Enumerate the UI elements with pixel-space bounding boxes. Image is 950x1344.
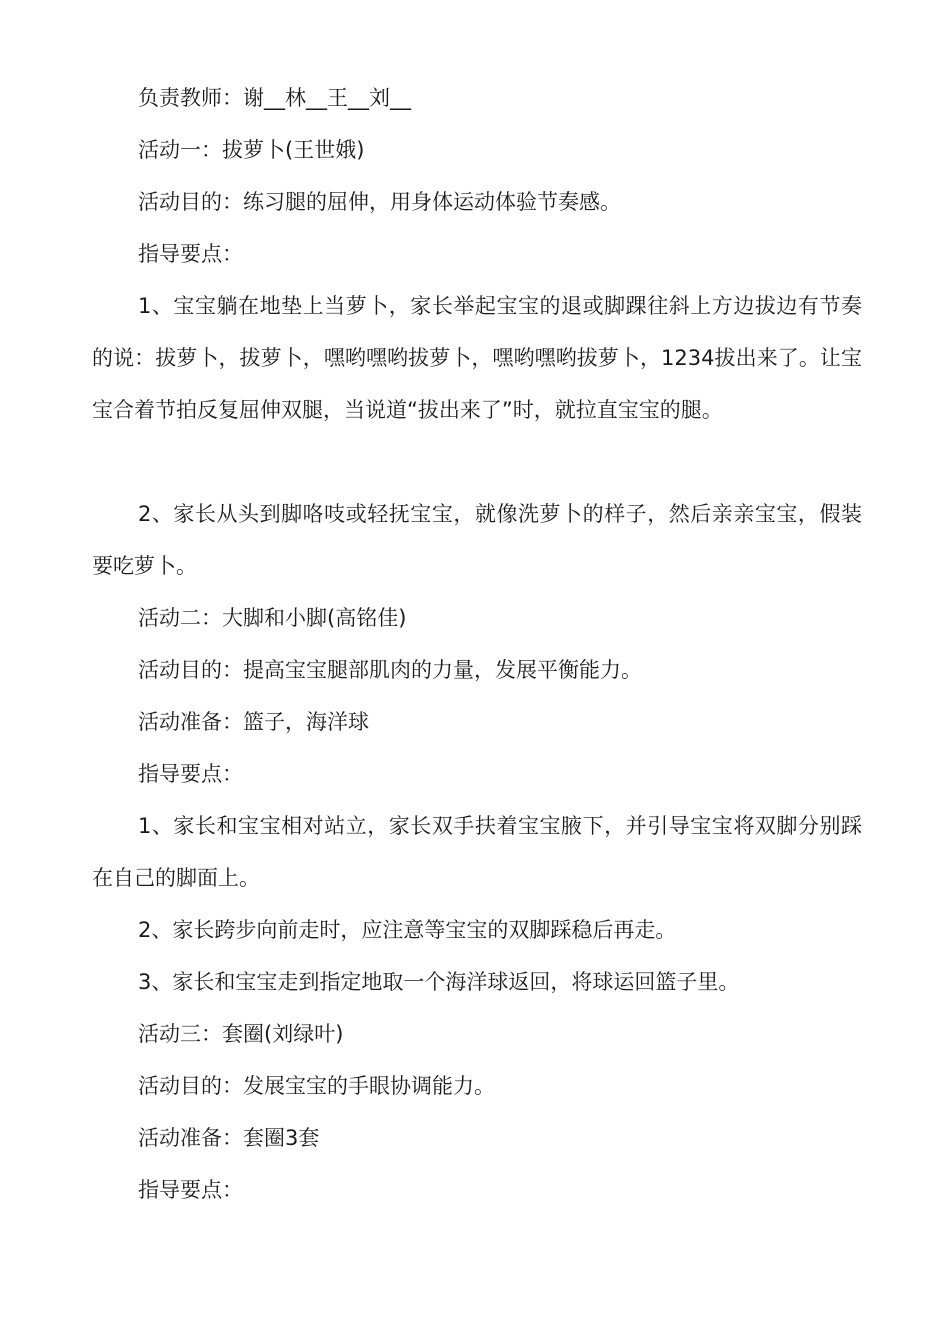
activity-1-step-2: 2、家长从头到脚咯吱或轻抚宝宝，就像洗萝卜的样子，然后亲亲宝宝，假装要吃萝卜。 <box>92 502 862 578</box>
activity-2-step-2: 2、家长跨步向前走时，应注意等宝宝的双脚踩稳后再走。 <box>138 918 677 942</box>
activity-3-guide-heading: 指导要点： <box>138 1178 243 1202</box>
activity-2-step-1: 1、家长和宝宝相对站立，家长双手扶着宝宝腋下，并引导宝宝将双脚分别踩在自己的脚面上。 <box>92 814 862 890</box>
activity-2-step-3: 3、家长和宝宝走到指定地取一个海洋球返回，将球运回篮子里。 <box>138 970 740 994</box>
activity-1-step-1: 1、宝宝躺在地垫上当萝卜，家长举起宝宝的退或脚踝往斜上方边拔边有节奏的说：拔萝卜，拔萝卜，嘿哟嘿哟拔萝卜，嘿哟嘿哟拔萝卜，1234拔出来了。让宝宝合着节拍反复屈伸双腿，当说道“拔出来了”时，就拉直宝宝的腿。 <box>92 294 862 422</box>
activity-2-title: 活动二：大脚和小脚(高铭佳) <box>138 606 407 630</box>
teachers-line: 负责教师：谢__林__王__刘__ <box>138 86 411 110</box>
activity-2-prep: 活动准备：篮子，海洋球 <box>138 710 369 734</box>
activity-1-goal: 活动目的：练习腿的屈伸，用身体运动体验节奏感。 <box>138 190 621 214</box>
activity-3-prep: 活动准备：套圈3套 <box>138 1126 320 1150</box>
activity-1-guide-heading: 指导要点： <box>138 242 243 266</box>
activity-2-goal: 活动目的：提高宝宝腿部肌肉的力量，发展平衡能力。 <box>138 658 642 682</box>
activity-3-goal: 活动目的：发展宝宝的手眼协调能力。 <box>138 1074 495 1098</box>
activity-1-title: 活动一：拔萝卜(王世娥) <box>138 138 365 162</box>
activity-2-guide-heading: 指导要点： <box>138 762 243 786</box>
activity-3-title: 活动三：套圈(刘绿叶) <box>138 1022 344 1046</box>
